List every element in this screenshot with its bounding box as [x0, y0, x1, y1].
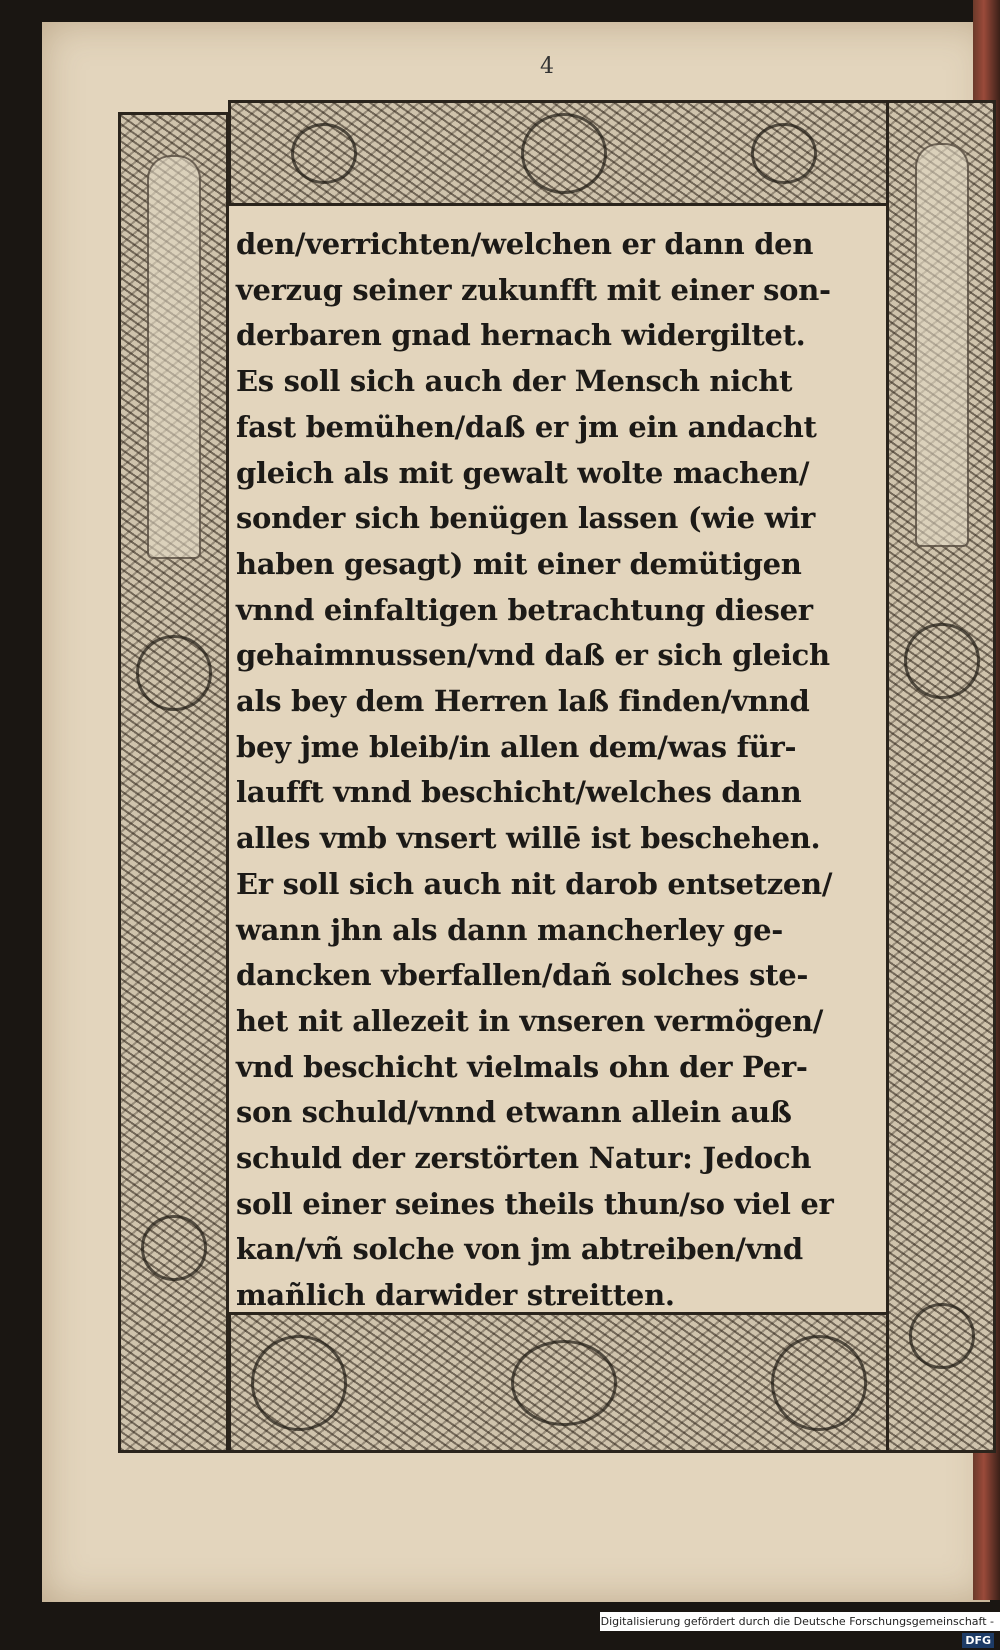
text-line: mañlich darwider streitten. [236, 1278, 675, 1313]
text-line: gleich als mit gewalt wolte machen/ [236, 455, 810, 490]
ornament-scroll [291, 123, 357, 184]
footer [600, 1612, 1000, 1647]
text-line: derbaren gnad hernach widergiltet. [236, 318, 806, 353]
text-line: son schuld/vnnd etwann allein auß [236, 1095, 792, 1130]
text-line: wann jhn als dann mancherley ge- [236, 912, 783, 947]
text-block [236, 222, 876, 1319]
text-line: soll einer seines theils thun/so viel er [236, 1186, 834, 1221]
ornament-figure [147, 155, 201, 559]
text-line: dancken vberfallen/dañ solches ste- [236, 958, 809, 993]
text-line: Er soll sich auch nit darob entsetzen/ [236, 866, 833, 901]
text-line: kan/vñ solche von jm abtreiben/vnd [236, 1232, 803, 1267]
ornament-figure [915, 143, 969, 547]
ornament-scroll [751, 123, 817, 184]
text-line: gehaimnussen/vnd daß er sich gleich [236, 638, 830, 673]
text-line: vnnd einfaltigen betrachtung dieser [236, 592, 813, 627]
text-line: als bey dem Herren laß finden/vnnd [236, 684, 810, 719]
footer-text: Digitalisierung gefördert durch die Deutsche Forschungsgemeinschaft - [600, 1615, 994, 1628]
ornament-flower [909, 1303, 975, 1369]
ornament-spiral [251, 1335, 347, 1431]
ornament-bottom [228, 1312, 892, 1453]
ornament-grapes [511, 1340, 617, 1426]
ornament-flower [521, 113, 607, 194]
text-line: sonder sich benügen lassen (wie wir [236, 501, 815, 536]
text-line: laufft vnnd beschicht/welches dann [236, 775, 802, 810]
ornament-left [118, 112, 229, 1453]
text-line: fast bemühen/daß er jm ein andacht [236, 409, 817, 444]
text-line: bey jme bleib/in allen dem/was für- [236, 729, 797, 764]
dfg-logo: DFG [962, 1633, 994, 1648]
text-line: schuld der zerstörten Natur: Jedoch [236, 1141, 812, 1176]
text-line: den/verrichten/welchen er dann den [236, 227, 814, 261]
text-line: haben gesagt) mit einer demütigen [236, 546, 802, 581]
text-line: Es soll sich auch der Mensch nicht [236, 364, 793, 399]
text-line: alles vmb vnsert willē ist beschehen. [236, 821, 821, 856]
ornament-right [886, 100, 996, 1453]
ornament-spiral [904, 623, 980, 699]
text-line: verzug seiner zukunfft mit einer son- [236, 272, 831, 307]
ornament-fruit [141, 1215, 207, 1281]
text-line: het nit allezeit in vnseren vermögen/ [236, 1003, 824, 1038]
ornament-spiral [136, 635, 212, 711]
ornament-spiral [771, 1335, 867, 1431]
signature-mark: 4 [540, 54, 554, 79]
ornament-top [228, 100, 892, 206]
text-line: vnd beschicht vielmals ohn der Per- [236, 1049, 808, 1084]
